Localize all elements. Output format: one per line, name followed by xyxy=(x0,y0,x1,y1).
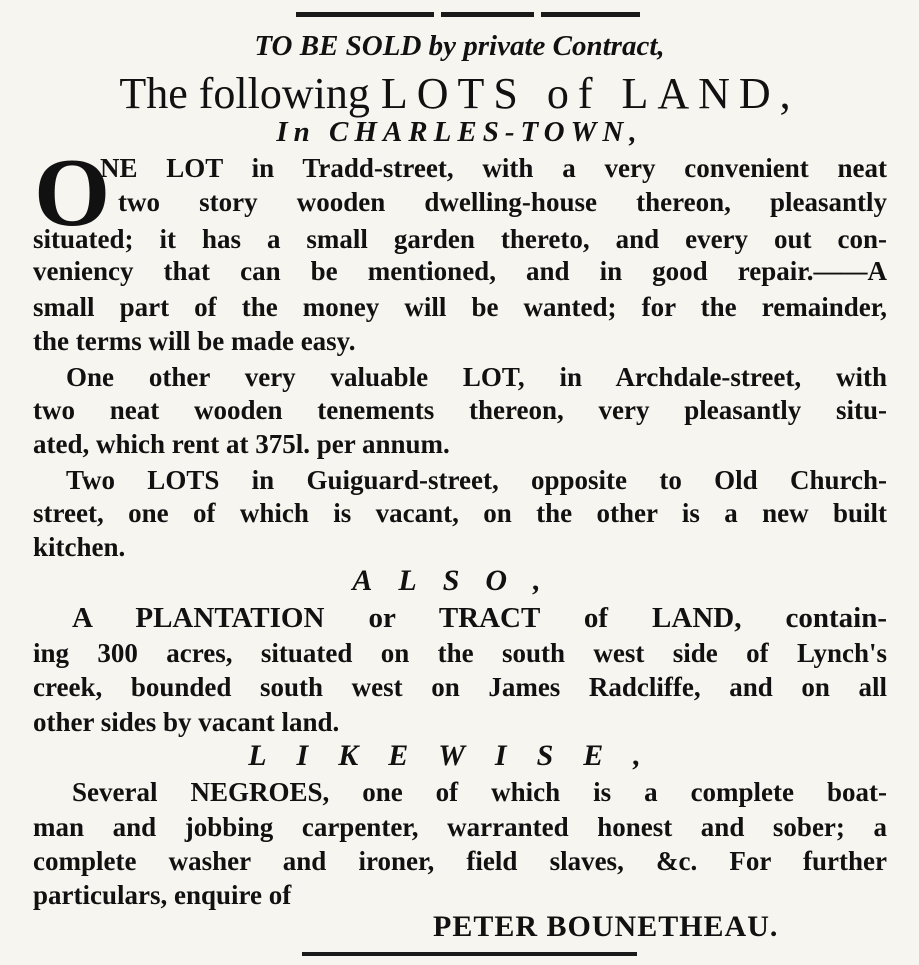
heading-line-2-pre: The following xyxy=(119,69,370,118)
heading-line-3: In CHARLES-TOWN, xyxy=(276,116,643,148)
also-heading: ALSO, xyxy=(352,564,567,597)
likewise-heading: LIKEWISE, xyxy=(248,739,671,772)
p1-line-4: veniency that can be mentioned, and in good repair.——A xyxy=(33,256,887,286)
p4-line-4: other sides by vacant land. xyxy=(33,707,340,737)
top-rule-2 xyxy=(441,12,534,17)
p2-line-2: two neat wooden tenements thereon, very pleasantly situ- xyxy=(33,395,887,425)
p4-line-2: ing 300 acres, situated on the south west side of Lynch's xyxy=(33,638,887,668)
p1-line-6: the terms will be made easy. xyxy=(33,326,356,356)
p4-line-3: creek, bounded south west on James Radcliffe, and on all xyxy=(33,672,887,702)
p5-line-3: complete washer and ironer, field slaves, &c. For further xyxy=(33,846,887,876)
p2-line-3: ated, which rent at 375l. per annum. xyxy=(33,429,450,459)
p1-line-1: NE LOT in Tradd-street, with a very convenient neat xyxy=(100,153,887,183)
top-rule-1 xyxy=(296,12,434,17)
bottom-rule xyxy=(302,952,637,956)
p1-line-2: two story wooden dwelling-house thereon, pleasantly xyxy=(118,187,887,217)
signature: PETER BOUNETHEAU. xyxy=(433,910,779,943)
p3-line-3: kitchen. xyxy=(33,532,126,562)
p1-line-3: situated; it has a small garden thereto, and every out con- xyxy=(33,224,887,254)
heading-line-1: TO BE SOLD by private Contract, xyxy=(254,30,665,62)
p1-line-5: small part of the money will be wanted; for the remainder, xyxy=(33,292,887,322)
heading-line-2-big: LOTS of LAND, xyxy=(380,69,800,118)
p5-line-2: man and jobbing carpenter, warranted honest and sober; a xyxy=(33,812,887,842)
drop-cap: O xyxy=(34,139,111,247)
p2-line-1: One other very valuable LOT, in Archdale-street, with xyxy=(66,362,887,392)
p3-line-2: street, one of which is vacant, on the other is a new built xyxy=(33,498,887,528)
p5-line-1: Several NEGROES, one of which is a complete boat- xyxy=(72,777,887,807)
heading-line-2 xyxy=(0,69,919,118)
p3-line-1: Two LOTS in Guiguard-street, opposite to Old Church- xyxy=(66,465,887,495)
p4-line-1: A PLANTATION or TRACT of LAND, contain- xyxy=(72,602,887,634)
p5-line-4: particulars, enquire of xyxy=(33,880,292,910)
top-rule-3 xyxy=(541,12,640,17)
